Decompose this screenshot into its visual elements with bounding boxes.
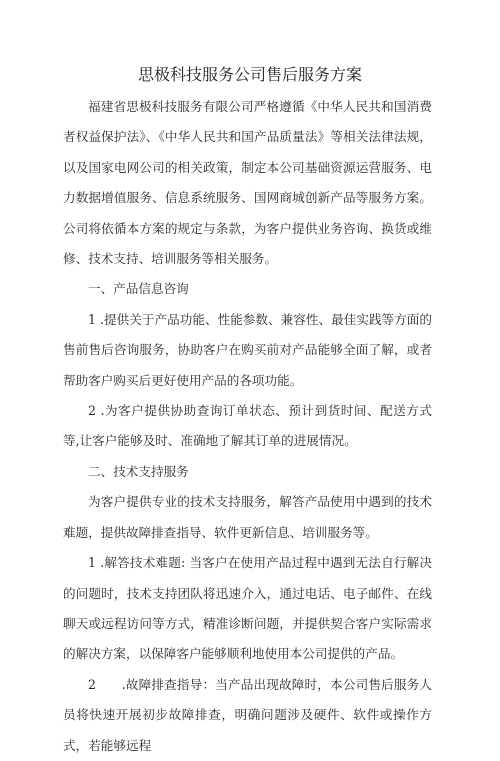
paragraph-tech-support-1: 1 .解答技术难题: 当客户在使用产品过程中遇到无法自行解决的问题时，技术支持团队将迅速介入，通过电话、电子邮件、在线聊天或远程访问等方式，精准诊断问题，并提供契合客户实际需求的解决方案，以保障客户能够顺利地使用本公司提供的产品。 [63,555,432,662]
section-heading-product-info: 一、产品信息咨询 [88,281,189,297]
paragraph-product-info-2: 2 .为客户提供协助查询订单状态、预计到货时间、配送方式等,让客户能够及时、准确地了解其订单的进展情况。 [63,403,432,449]
section-heading-tech-support: 二、技术支持服务 [88,463,189,479]
paragraph-product-info-1: 1 .提供关于产品功能、性能参数、兼容性、最佳实践等方面的售前售后咨询服务，协助客户在购买前对产品能够全面了解，或者帮助客户购买后更好使用产品的各项功能。 [63,311,432,388]
paragraph-tech-support-2: 2 .故障排查指导：当产品出现故障时，本公司售后服务人员将快速开展初步故障排查，明确问题涉及硬件、软件或操作方式，若能够远程 [63,676,432,753]
document-title: 思极科技服务公司售后服务方案 [137,65,362,84]
document-body [63,92,432,761]
paragraph-tech-support-intro: 为客户提供专业的技术支持服务，解答产品使用中遇到的技术难题，提供故障排查指导、软件更新信息、培训服务等。 [63,494,432,540]
intro-paragraph: 福建省思极科技服务有限公司严格遵循《中华人民共和国消费者权益保护法》、《中华人民共和国产品质量法》等相关法律法规，以及国家电网公司的相关政策，制定本公司基础资源运营服务、电力数据增值服务、信息系统服务、国网商城创新产品等服务方案。公司将依循本方案的规定与条款，为客户提供业务咨询、换货或维修、技术支持、培训服务等相关服务。 [63,99,432,267]
